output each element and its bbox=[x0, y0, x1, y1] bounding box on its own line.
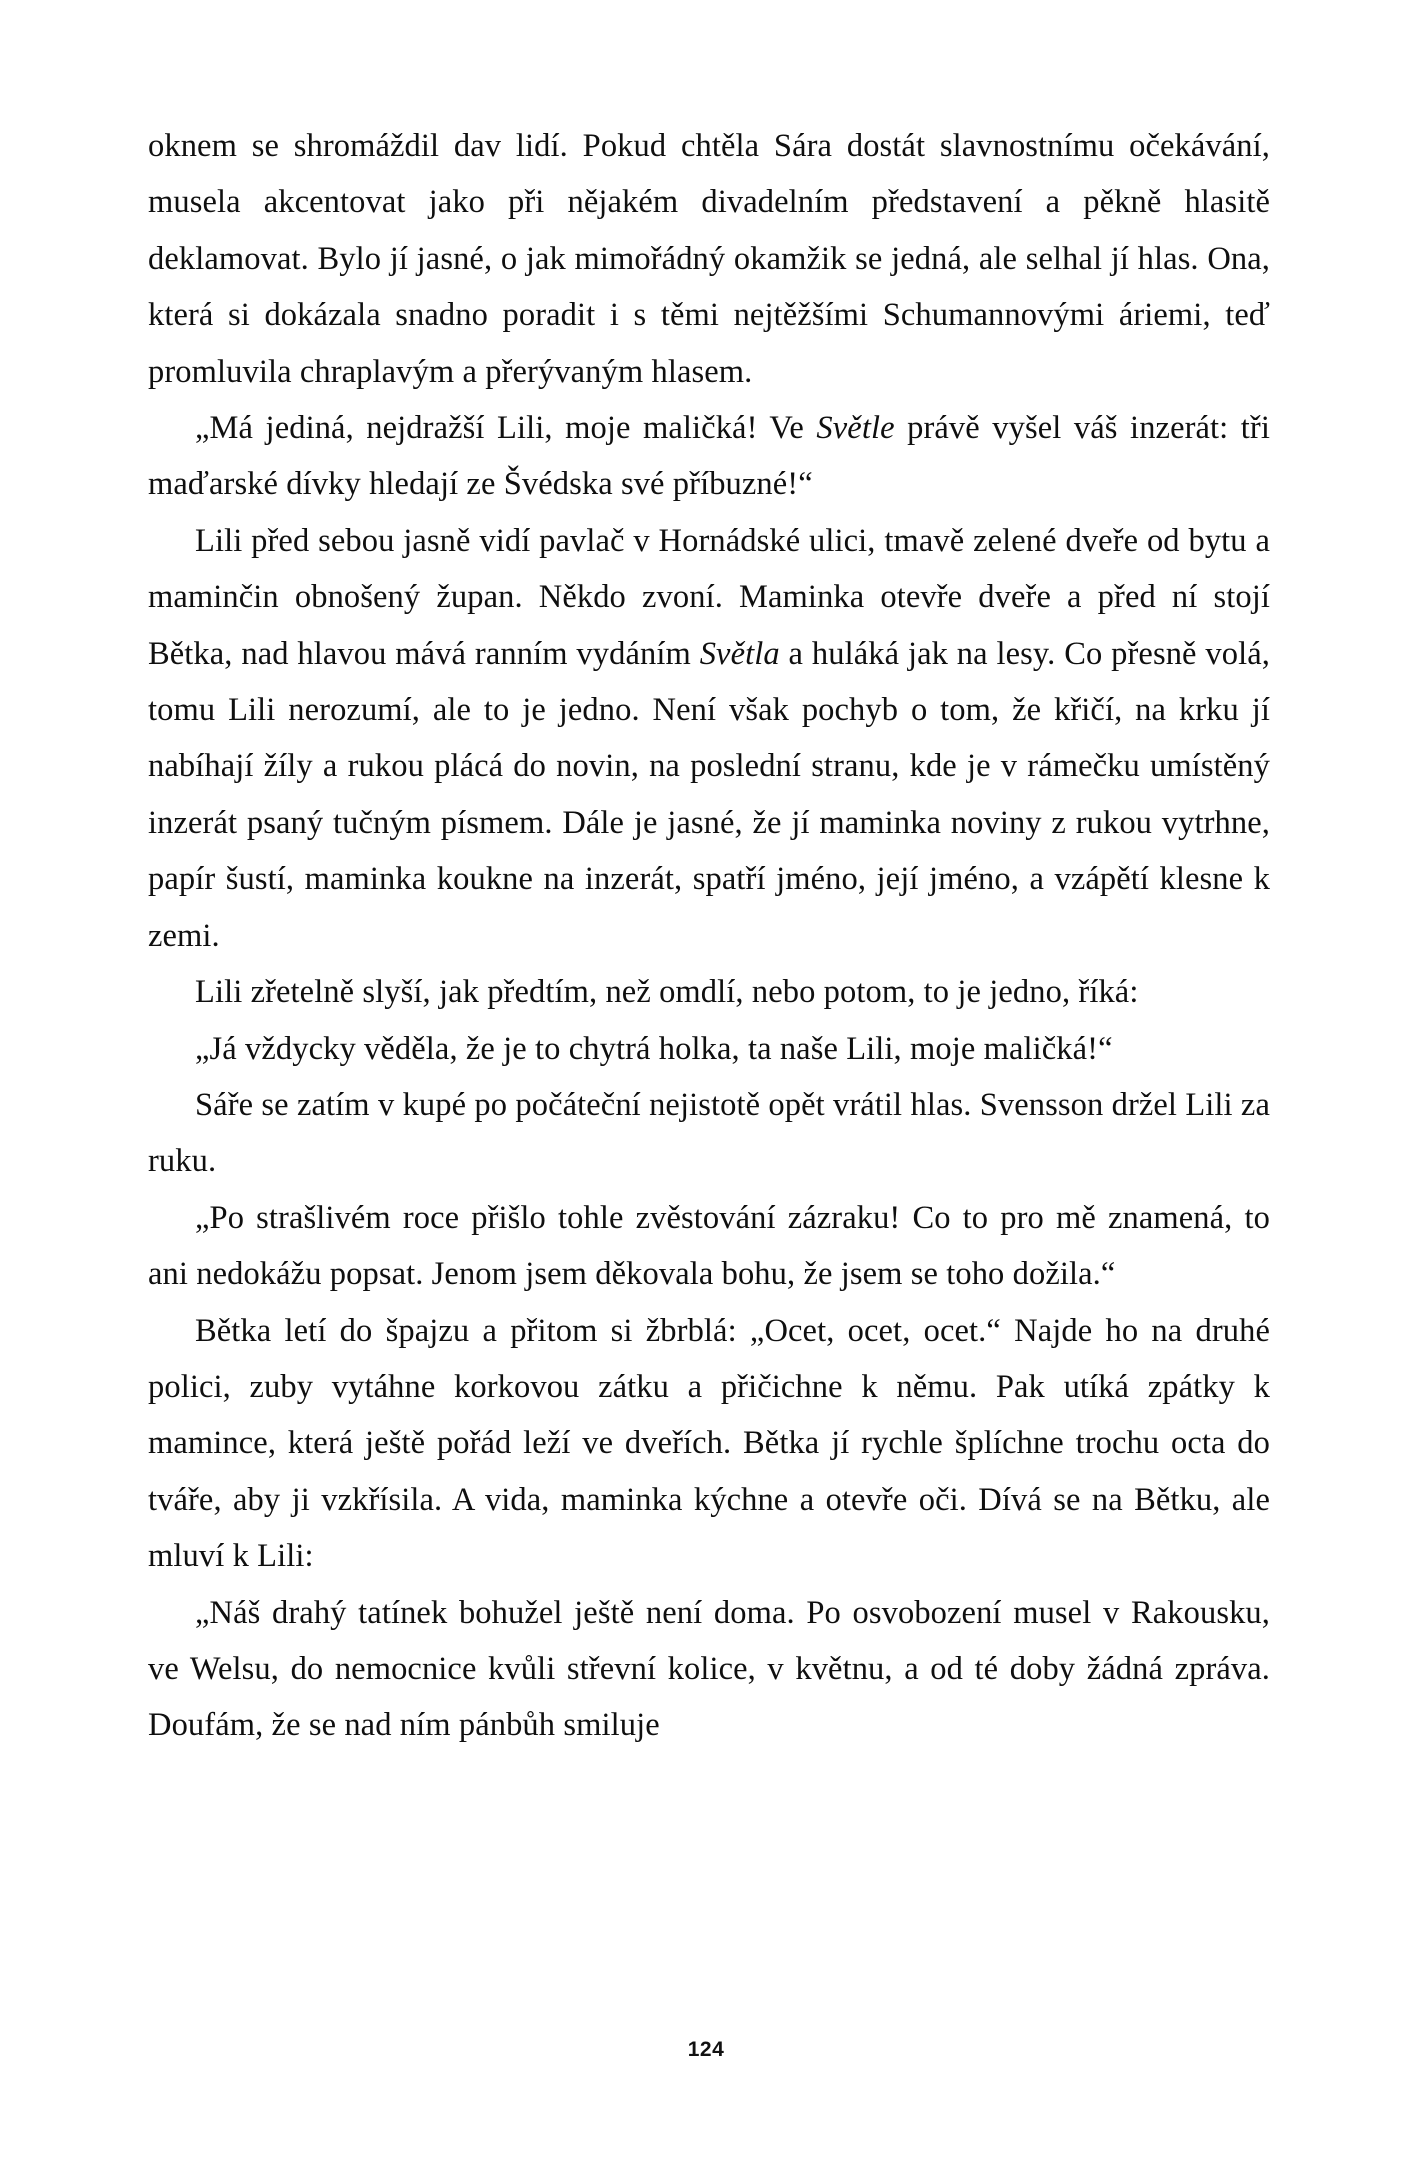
paragraph-1-text: oknem se shromáždil dav lidí. Pokud chtěla Sára dostát slavnostnímu očekávání, musela akcentovat jako při nějakém divadelním představení a pěkně hlasitě deklamovat. Bylo jí jasné, o jak mimořádný okamžik se jedná, ale selhal jí hlas. Ona, která si dokázala snadno poradit i s těmi nejtěžšími Schumannovými áriemi, teď promluvila chraplavým a přerývaným hlasem. bbox=[148, 128, 1270, 390]
page-number: 124 bbox=[687, 2038, 725, 2061]
paragraph-5-text: „Já vždycky věděla, že je to chytrá holka, ta naše Lili, moje maličká!“ bbox=[195, 1030, 1113, 1067]
paragraph-4 bbox=[148, 964, 1270, 1020]
paragraph-6-text: Sáře se zatím v kupé po počáteční nejistotě opět vrátil hlas. Svensson držel Lili za ruku. bbox=[148, 1086, 1270, 1180]
paragraph-9-text: „Náš drahý tatínek bohužel ještě není doma. Po osvobození musel v Rakousku, ve Welsu, do nemocnice kvůli střevní kolice, v květnu, a od té doby žádná zpráva. Doufám, že se nad ním pánbůh smiluje bbox=[148, 1594, 1270, 1744]
paragraph-1 bbox=[148, 118, 1270, 400]
paragraph-6 bbox=[148, 1077, 1270, 1190]
paragraph-2-text: „Má jediná, nejdražší Lili, moje maličká! Ve Světle právě vyšel váš inzerát: tři maďarské dívky hledají ze Švédska své příbuzné!“ bbox=[148, 410, 1270, 503]
paragraph-8 bbox=[148, 1303, 1270, 1585]
paragraph-7 bbox=[148, 1190, 1270, 1303]
paragraph-9 bbox=[148, 1585, 1270, 1754]
paragraph-4-text: Lili zřetelně slyší, jak předtím, než omdlí, nebo potom, to je jedno, říká: bbox=[195, 974, 1139, 1011]
paragraph-8-text: Bětka letí do špajzu a přitom si žbrblá: „Ocet, ocet, ocet.“ Najde ho na druhé polici, zuby vytáhne korkovou zátku a přičichne k němu. Pak utíká zpátky k mamince, která ještě pořád leží ve dveřích. Bětka jí rychle šplíchne trochu octa do tváře, aby ji vzkřísila. A vida, maminka kýchne a otevře oči. Dívá se na Bětku, ale mluví k Lili: bbox=[148, 1312, 1270, 1575]
title-svetle: Světle bbox=[816, 410, 895, 447]
page-text-block bbox=[148, 118, 1270, 1754]
paragraph-5 bbox=[148, 1021, 1270, 1077]
title-svetla: Světla bbox=[699, 635, 780, 672]
paragraph-2 bbox=[148, 400, 1270, 513]
paragraph-3-text: Lili před sebou jasně vidí pavlač v Hornádské ulici, tmavě zelené dveře od bytu a maminčin obnošený župan. Někdo zvoní. Maminka otevře dveře a před ní stojí Bětka, nad hlavou mává ranním vydáním Světla a huláká jak na lesy. Co přesně volá, tomu Lili nerozumí, ale to je jedno. Není však pochyb o tom, že křičí, na krku jí nabíhají žíly a rukou plácá do novin, na poslední stranu, kde je v rámečku umístěný inzerát psaný tučným písmem. Dále je jasné, že jí maminka noviny z rukou vytrhne, papír šustí, maminka koukne na inzerát, spatří jméno, její jméno, a vzápětí klesne k zemi. bbox=[148, 522, 1270, 954]
paragraph-3 bbox=[148, 513, 1270, 964]
paragraph-7-text: „Po strašlivém roce přišlo tohle zvěstování zázraku! Co to pro mě znamená, to ani nedokážu popsat. Jenom jsem děkovala bohu, že jsem se toho dožila.“ bbox=[148, 1199, 1270, 1293]
